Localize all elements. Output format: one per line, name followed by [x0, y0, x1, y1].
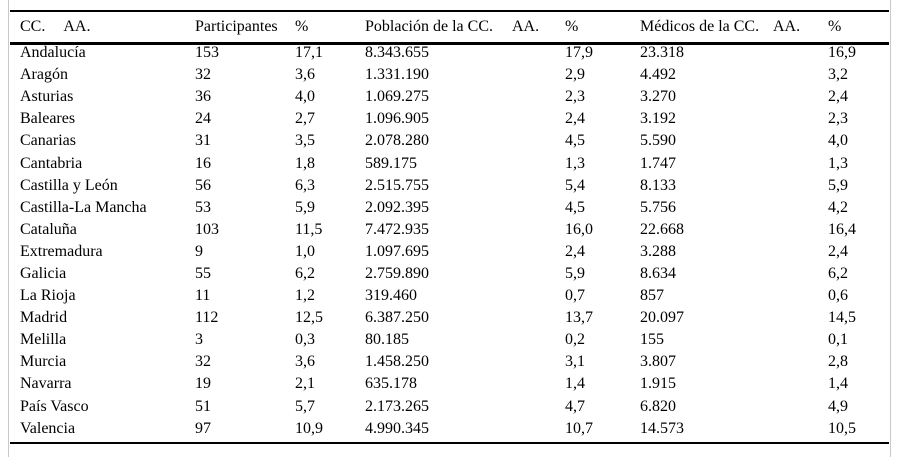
cell-poblacion: 589.175: [365, 154, 417, 172]
cell-pct-participantes: 17,1: [295, 44, 323, 62]
header-pct-participantes: %: [295, 18, 309, 35]
cell-poblacion: 8.343.655: [365, 44, 429, 62]
cell-pct-medicos: 4,9: [828, 397, 848, 415]
cell-spacer: [502, 175, 555, 197]
cell-spacer: [763, 152, 818, 174]
cell-pct-medicos: 3,2: [828, 66, 848, 84]
cell-spacer: [763, 130, 818, 152]
cell-pct-participantes: 5,7: [295, 397, 315, 415]
cell-spacer: [763, 108, 818, 130]
cell-pct-participantes: 2,7: [295, 110, 315, 128]
cell-spacer: [763, 86, 818, 108]
cell-pct-medicos: 14,5: [828, 309, 856, 327]
cell-participantes: 153: [195, 44, 219, 62]
cell-spacer: [502, 263, 555, 285]
cell-pct-participantes: 3,6: [295, 353, 315, 371]
cell-spacer: [502, 418, 555, 440]
cell-poblacion: 2.078.280: [365, 132, 429, 150]
cell-pct-poblacion: 0,2: [565, 331, 585, 349]
cell-poblacion: 2.173.265: [365, 397, 429, 415]
cell-poblacion: 4.990.345: [365, 419, 429, 437]
cell-pct-poblacion: 1,3: [565, 154, 585, 172]
cell-spacer: [763, 351, 818, 373]
cell-poblacion: 2.092.395: [365, 198, 429, 216]
cell-participantes: 9: [195, 242, 203, 260]
cell-medicos: 20.097: [640, 309, 684, 327]
table-row: [10, 219, 889, 241]
cell-pct-medicos: 2,4: [828, 242, 848, 260]
cell-spacer: [502, 396, 555, 418]
cell-pct-medicos: 5,9: [828, 176, 848, 194]
cell-pct-poblacion: 4,5: [565, 198, 585, 216]
cell-region: Castilla-La Mancha: [20, 198, 147, 216]
cell-poblacion: 319.460: [365, 287, 417, 305]
cell-poblacion: 1.097.695: [365, 242, 429, 260]
cell-participantes: 97: [195, 419, 211, 437]
table-row: [10, 285, 889, 307]
table-row: [10, 329, 889, 351]
cell-spacer: [502, 108, 555, 130]
cell-pct-poblacion: 2,4: [565, 110, 585, 128]
cell-pct-poblacion: 2,3: [565, 88, 585, 106]
cell-poblacion: 7.472.935: [365, 220, 429, 238]
table-row: [10, 263, 889, 285]
cell-pct-poblacion: 17,9: [565, 44, 593, 62]
cell-pct-participantes: 1,0: [295, 242, 315, 260]
cell-spacer: [763, 307, 818, 329]
cell-participantes: 32: [195, 353, 211, 371]
cell-spacer: [502, 197, 555, 219]
cell-spacer: [502, 86, 555, 108]
cell-region: Galicia: [20, 264, 67, 282]
cell-region: Murcia: [20, 353, 67, 371]
cell-medicos: 4.492: [640, 66, 676, 84]
cell-pct-medicos: 4,2: [828, 198, 848, 216]
cell-region: Valencia: [20, 419, 76, 437]
cell-pct-medicos: 0,6: [828, 287, 848, 305]
table-row: [10, 108, 889, 130]
cell-pct-participantes: 0,3: [295, 331, 315, 349]
cell-medicos: 22.668: [640, 220, 684, 238]
cell-pct-participantes: 6,3: [295, 176, 315, 194]
cell-spacer: [502, 307, 555, 329]
table-body: [10, 42, 889, 440]
cell-participantes: 24: [195, 110, 211, 128]
cell-medicos: 8.133: [640, 176, 676, 194]
cell-spacer: [763, 373, 818, 395]
cell-pct-poblacion: 3,1: [565, 353, 585, 371]
cell-spacer: [763, 396, 818, 418]
cell-pct-poblacion: 0,7: [565, 287, 585, 305]
cell-spacer: [502, 285, 555, 307]
cell-spacer: [763, 175, 818, 197]
table-row: [10, 152, 889, 174]
table-row: [10, 373, 889, 395]
cell-medicos: 23.318: [640, 44, 684, 62]
cell-pct-medicos: 10,5: [828, 419, 856, 437]
cell-pct-participantes: 1,8: [295, 154, 315, 172]
cell-pct-medicos: 16,4: [828, 220, 856, 238]
cell-pct-participantes: 12,5: [295, 309, 323, 327]
cell-spacer: [763, 241, 818, 263]
cell-pct-medicos: 6,2: [828, 264, 848, 282]
cell-pct-participantes: 1,2: [295, 287, 315, 305]
right-edge-divider: [890, 0, 891, 457]
cell-spacer: [502, 351, 555, 373]
cell-spacer: [502, 130, 555, 152]
cell-region: País Vasco: [20, 397, 89, 415]
cell-pct-poblacion: 13,7: [565, 309, 593, 327]
cell-region: Extremadura: [20, 242, 103, 260]
cell-medicos: 155: [640, 331, 664, 349]
cell-pct-poblacion: 5,9: [565, 264, 585, 282]
participants-table: [10, 12, 889, 440]
cell-spacer: [502, 42, 555, 64]
cell-medicos: 14.573: [640, 419, 684, 437]
header-poblacion-aa: AA.: [512, 18, 540, 35]
cell-region: Melilla: [20, 331, 67, 349]
cell-pct-medicos: 2,8: [828, 353, 848, 371]
cell-region: Madrid: [20, 309, 68, 327]
cell-participantes: 36: [195, 88, 211, 106]
cell-medicos: 5.590: [640, 132, 676, 150]
cell-pct-participantes: 2,1: [295, 375, 315, 393]
cell-medicos: 3.288: [640, 242, 676, 260]
cell-medicos: 8.634: [640, 264, 676, 282]
cell-region: Baleares: [20, 110, 76, 128]
table-header: [10, 12, 889, 42]
cell-pct-medicos: 0,1: [828, 331, 848, 349]
cell-participantes: 31: [195, 132, 211, 150]
cell-pct-poblacion: 2,9: [565, 66, 585, 84]
table-row: [10, 42, 889, 64]
table-row: [10, 418, 889, 440]
cell-spacer: [763, 42, 818, 64]
cell-pct-medicos: 4,0: [828, 132, 848, 150]
cell-spacer: [763, 197, 818, 219]
header-participantes: Participantes: [195, 18, 278, 35]
cell-spacer: [763, 329, 818, 351]
header-poblacion: Población de la CC.: [365, 18, 493, 35]
cell-medicos: 5.756: [640, 198, 676, 216]
cell-poblacion: 6.387.250: [365, 309, 429, 327]
header-medicos: Médicos de la CC.: [640, 18, 760, 35]
header-row: [10, 12, 889, 42]
cell-spacer: [502, 373, 555, 395]
cell-pct-medicos: 1,4: [828, 375, 848, 393]
cell-participantes: 11: [195, 287, 211, 305]
header-pct-poblacion: %: [565, 18, 579, 35]
cell-participantes: 3: [195, 331, 203, 349]
cell-pct-medicos: 16,9: [828, 44, 856, 62]
table-row: [10, 130, 889, 152]
cell-poblacion: 2.759.890: [365, 264, 429, 282]
cell-region: Navarra: [20, 375, 72, 393]
cell-spacer: [502, 64, 555, 86]
cell-pct-participantes: 6,2: [295, 264, 315, 282]
header-cc-label: CC.: [20, 18, 46, 35]
cell-region: Canarias: [20, 132, 76, 150]
header-region: [10, 12, 185, 42]
cell-pct-poblacion: 4,5: [565, 132, 585, 150]
cell-pct-medicos: 1,3: [828, 154, 848, 172]
header-pct-medicos: %: [828, 18, 842, 35]
cell-spacer: [502, 329, 555, 351]
cell-poblacion: 80.185: [365, 331, 409, 349]
table-row: [10, 307, 889, 329]
cell-region: Castilla y León: [20, 176, 118, 194]
cell-medicos: 1.915: [640, 375, 676, 393]
cell-region: Cataluña: [20, 220, 77, 238]
cell-region: La Rioja: [20, 287, 76, 305]
cell-spacer: [502, 241, 555, 263]
cell-pct-participantes: 10,9: [295, 419, 323, 437]
cell-spacer: [763, 285, 818, 307]
header-aa-label: AA.: [63, 18, 91, 35]
cell-pct-participantes: 5,9: [295, 198, 315, 216]
cell-participantes: 55: [195, 264, 211, 282]
cell-participantes: 19: [195, 375, 211, 393]
cell-participantes: 16: [195, 154, 211, 172]
cell-pct-medicos: 2,4: [828, 88, 848, 106]
cell-poblacion: 2.515.755: [365, 176, 429, 194]
table-row: [10, 241, 889, 263]
cell-medicos: 1.747: [640, 154, 676, 172]
cell-medicos: 3.192: [640, 110, 676, 128]
cell-pct-poblacion: 4,7: [565, 397, 585, 415]
table-row: [10, 86, 889, 108]
cell-region: Cantabria: [20, 154, 83, 172]
cell-poblacion: 1.096.905: [365, 110, 429, 128]
cell-pct-poblacion: 16,0: [565, 220, 593, 238]
cell-pct-poblacion: 10,7: [565, 419, 593, 437]
cell-pct-participantes: 3,5: [295, 132, 315, 150]
cell-pct-medicos: 2,3: [828, 110, 848, 128]
cell-participantes: 56: [195, 176, 211, 194]
cell-participantes: 53: [195, 198, 211, 216]
cell-region: Asturias: [20, 88, 74, 106]
cell-region: Aragón: [20, 66, 68, 84]
cell-pct-participantes: 4,0: [295, 88, 315, 106]
cell-pct-participantes: 3,6: [295, 66, 315, 84]
cell-poblacion: 1.331.190: [365, 66, 429, 84]
header-medicos-aa: AA.: [773, 18, 801, 35]
cell-participantes: 51: [195, 397, 211, 415]
cell-pct-poblacion: 1,4: [565, 375, 585, 393]
cell-spacer: [502, 219, 555, 241]
cell-medicos: 3.807: [640, 353, 676, 371]
cell-pct-poblacion: 5,4: [565, 176, 585, 194]
table-row: [10, 64, 889, 86]
cell-spacer: [763, 64, 818, 86]
cell-spacer: [763, 418, 818, 440]
cell-poblacion: 1.458.250: [365, 353, 429, 371]
cell-spacer: [763, 219, 818, 241]
cell-participantes: 112: [195, 309, 219, 327]
cell-spacer: [502, 152, 555, 174]
cell-participantes: 103: [195, 220, 219, 238]
cell-pct-poblacion: 2,4: [565, 242, 585, 260]
table-row: [10, 396, 889, 418]
cell-poblacion: 1.069.275: [365, 88, 429, 106]
cell-medicos: 6.820: [640, 397, 676, 415]
cell-medicos: 857: [640, 287, 664, 305]
cell-pct-participantes: 11,5: [295, 220, 323, 238]
table-row: [10, 175, 889, 197]
table-row: [10, 351, 889, 373]
cell-participantes: 32: [195, 66, 211, 84]
cell-spacer: [763, 263, 818, 285]
cell-region: Andalucía: [20, 44, 86, 62]
cell-poblacion: 635.178: [365, 375, 417, 393]
cell-medicos: 3.270: [640, 88, 676, 106]
left-edge-divider: [8, 0, 9, 457]
table-bottom-rule: [10, 442, 889, 444]
table-row: [10, 197, 889, 219]
